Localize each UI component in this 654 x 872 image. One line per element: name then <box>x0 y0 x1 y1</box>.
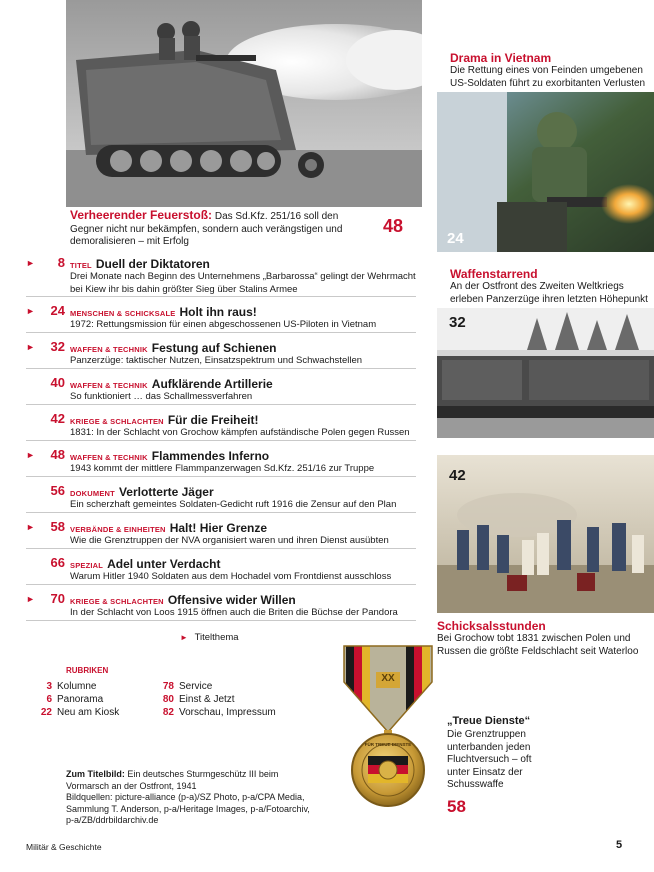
cover-story-arrow-icon: ► <box>26 258 35 268</box>
toc-item[interactable] <box>26 411 416 441</box>
toc-headline: Offensive wider Willen <box>167 593 296 607</box>
rubrik-item[interactable] <box>26 680 166 693</box>
footer-magazine-name: Militär & Geschichte <box>26 842 102 852</box>
toc-kicker: KRIEGE & SCHLACHTEN <box>70 597 164 606</box>
top-photo-caption-title: Verheerender Feuerstoß: <box>70 208 213 222</box>
toc-kicker: SPEZIAL <box>70 561 104 570</box>
rubrik-page: 22 <box>40 707 52 718</box>
toc-headline: Festung auf Schienen <box>151 341 277 355</box>
toc-description: In der Schlacht von Loos 1915 öffnen auch die Briten die Büchse der Pandora <box>70 607 398 618</box>
vietnam-caption <box>450 51 650 90</box>
toc-kicker: WAFFEN & TECHNIK <box>70 453 148 462</box>
toc-page-number: 58 <box>50 519 65 534</box>
toc-description: 1972: Rettungsmission für einen abgeschossenen US-Piloten in Vietnam <box>70 319 377 330</box>
titelbild-credits <box>66 769 316 827</box>
image-credits: Bildquellen: picture-alliance (p-a)/SZ Photo, p-a/CPA Media, Sammlung T. Anderson, p-a/Heritage Images, p-a/Fotoarchiv, p-a/ZB/ddrbildarchiv.de <box>66 792 310 825</box>
table-of-contents <box>26 255 416 625</box>
toc-headline: Flammendes Inferno <box>151 449 270 463</box>
rubrik-label: Service <box>179 681 213 692</box>
toc-item[interactable] <box>26 483 416 513</box>
toc-page-number: 24 <box>50 303 65 318</box>
toc-page-number: 56 <box>50 483 65 498</box>
waffenstarrend-caption-text: An der Ostfront des Zweiten Weltkriegs erleben Panzerzüge ihren letzten Höhepunkt <box>450 281 648 305</box>
top-photo-caption-text: Das Sd.Kfz. 251/16 soll den Gegner nicht nur bekämpfen, sondern auch verängstigen und demoralisieren – mit Erfolg <box>70 211 343 247</box>
halftrack-photo <box>66 0 422 207</box>
rubrik-label: Einst & Jetzt <box>179 694 235 705</box>
toc-headline: Halt! Hier Grenze <box>169 521 268 535</box>
vietnam-photo <box>437 92 654 252</box>
waffenstarrend-caption-title: Waffenstarrend <box>450 267 538 281</box>
toc-kicker: WAFFEN & TECHNIK <box>70 345 148 354</box>
toc-item[interactable] <box>26 339 416 369</box>
toc-description: 1831: In der Schlacht von Grochow kämpfen aufständische Polen gegen Russen <box>70 427 410 438</box>
toc-item[interactable] <box>26 303 416 333</box>
rubriken-section <box>26 666 326 718</box>
cover-story-legend <box>180 632 239 643</box>
rubriken-col-2 <box>148 680 318 719</box>
toc-kicker: TITEL <box>70 261 92 270</box>
toc-page-number: 70 <box>50 591 65 606</box>
vietnam-caption-title: Drama in Vietnam <box>450 51 552 65</box>
toc-kicker: VERBÄNDE & EINHEITEN <box>70 525 166 534</box>
toc-item[interactable] <box>26 447 416 477</box>
treue-caption-title: „Treue Dienste“ <box>447 715 531 727</box>
toc-item[interactable] <box>26 255 416 297</box>
rubrik-item[interactable] <box>148 680 318 693</box>
cover-story-arrow-icon: ► <box>26 594 35 604</box>
titelbild-label: Zum Titelbild: <box>66 769 125 779</box>
cover-story-legend-arrow-icon: ► <box>180 633 188 642</box>
rubriken-title: RUBRIKEN <box>66 666 109 675</box>
toc-headline: Aufklärende Artillerie <box>151 377 273 391</box>
waffenstarrend-caption <box>450 267 650 306</box>
rubrik-page: 80 <box>162 694 174 705</box>
treue-page-number: 58 <box>447 797 466 816</box>
schicksal-caption-title: Schicksalsstunden <box>437 619 546 633</box>
top-photo-caption <box>70 208 370 249</box>
toc-item[interactable] <box>26 519 416 549</box>
vietnam-page-number: 24 <box>447 230 464 247</box>
rubrik-label: Neu am Kiosk <box>57 707 120 718</box>
schicksal-caption-text: Bei Grochow tobt 1831 zwischen Polen und Russen die größte Feldschlacht seit Waterloo <box>437 633 639 657</box>
toc-headline: Adel unter Verdacht <box>107 557 221 571</box>
toc-page-number: 42 <box>50 411 65 426</box>
rubrik-label: Kolumne <box>57 681 97 692</box>
footer-page-number: 5 <box>616 839 623 851</box>
vietnam-caption-text: Die Rettung eines von Feinden umgebenen US-Soldaten führt zu exorbitanten Verlusten <box>450 65 646 89</box>
rubriken-col-1 <box>26 680 166 719</box>
schicksal-caption <box>437 619 652 658</box>
rubrik-page: 6 <box>46 694 52 705</box>
toc-page-number: 66 <box>50 555 65 570</box>
cover-story-arrow-icon: ► <box>26 450 35 460</box>
armored-train-page-number: 32 <box>449 314 466 331</box>
toc-description: Warum Hitler 1940 Soldaten aus dem Hochadel vom Frontdienst ausschloss <box>70 571 392 582</box>
toc-item[interactable] <box>26 555 416 585</box>
toc-page-number: 40 <box>50 375 65 390</box>
treue-caption <box>447 715 557 792</box>
toc-page-number: 32 <box>50 339 65 354</box>
toc-headline: Für die Freiheit! <box>167 413 259 427</box>
battle-painting-page-number: 42 <box>449 467 466 484</box>
rubrik-label: Vorschau, Impressum <box>179 707 276 718</box>
toc-headline: Holt ihn raus! <box>179 305 257 319</box>
toc-page-number: 8 <box>57 255 65 270</box>
toc-description: So funktioniert … das Schallmessverfahren <box>70 391 253 402</box>
rubrik-page: 3 <box>46 681 52 692</box>
toc-kicker: KRIEGE & SCHLACHTEN <box>70 417 164 426</box>
medal-inscription: FÜR TREUE DIENSTE <box>364 742 412 747</box>
toc-kicker: DOKUMENT <box>70 489 115 498</box>
rubrik-item[interactable] <box>26 693 166 706</box>
cover-story-legend-label: Titelthema <box>194 632 239 643</box>
top-photo-page-number: 48 <box>383 216 404 236</box>
cover-story-arrow-icon: ► <box>26 522 35 532</box>
rubrik-label: Panorama <box>57 694 104 705</box>
armored-train-photo <box>437 308 654 438</box>
titelbild-text: Ein deutsches Sturmgeschütz III beim Vormarsch an der Ostfront, 1941 <box>66 769 279 791</box>
rubrik-item[interactable] <box>26 706 166 719</box>
toc-description: Ein scherzhaft gemeintes Soldaten-Gedicht ruft 1916 die Zensur auf den Plan <box>70 499 397 510</box>
toc-headline: Duell der Diktatoren <box>95 257 210 271</box>
rubrik-page: 82 <box>162 707 174 718</box>
cover-story-arrow-icon: ► <box>26 342 35 352</box>
medal-roman-numeral: XX <box>381 673 395 684</box>
toc-description: Drei Monate nach Beginn des Unternehmens „Barbarossa“ gelingt der Wehrmacht bei Kiew ihr bis dahin größter Sieg über Stalins Armee <box>70 271 416 295</box>
rubrik-page: 78 <box>162 681 174 692</box>
rubrik-item[interactable] <box>148 693 318 706</box>
toc-kicker: MENSCHEN & SCHICKSALE <box>70 309 176 318</box>
toc-description: Wie die Grenztruppen der NVA organisiert waren und ihren Dienst ausübten <box>70 535 389 546</box>
toc-page-number: 48 <box>50 447 65 462</box>
toc-headline: Verlotterte Jäger <box>118 485 214 499</box>
toc-item[interactable] <box>26 375 416 405</box>
treue-caption-text: Die Grenztruppen unterbanden jeden Fluchtversuch – oft unter Einsatz der Schusswaffe <box>447 729 532 790</box>
battle-painting-photo <box>437 455 654 613</box>
cover-story-arrow-icon: ► <box>26 306 35 316</box>
toc-kicker: WAFFEN & TECHNIK <box>70 381 148 390</box>
rubrik-item[interactable] <box>148 706 318 719</box>
toc-description: Panzerzüge: taktischer Nutzen, Einsatzspektrum und Schwachstellen <box>70 355 363 366</box>
toc-item[interactable] <box>26 591 416 621</box>
medal-photo <box>340 644 436 810</box>
toc-description: 1943 kommt der mittlere Flammpanzerwagen Sd.Kfz. 251/16 zur Truppe <box>70 463 375 474</box>
